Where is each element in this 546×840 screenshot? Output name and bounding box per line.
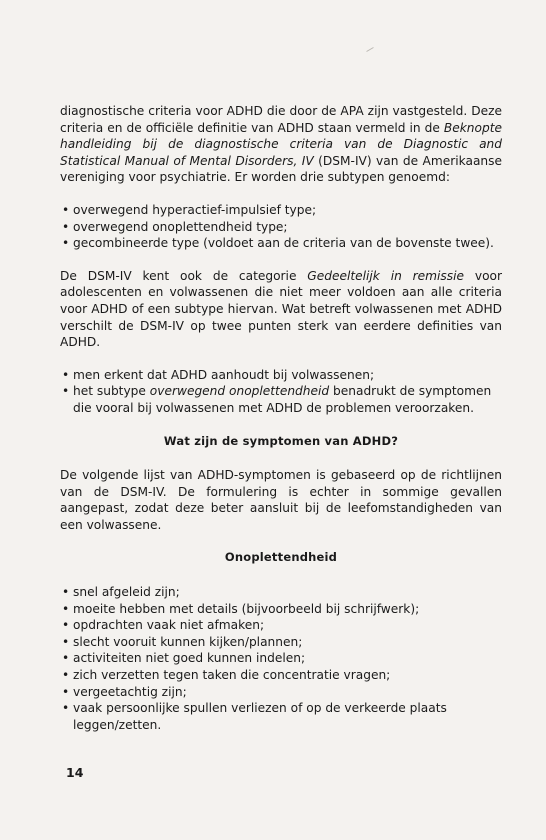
point-text: het subtype — [73, 384, 150, 399]
intro-text: diagnostische criteria voor ADHD die door de APA zijn vastgesteld. Deze criteria en de officiële definitie van ADHD staan vermeld in de — [60, 104, 502, 135]
list-item: • slecht vooruit kunnen kijken/plannen; — [60, 634, 502, 651]
list-item: • snel afgeleid zijn; — [60, 584, 502, 601]
dsm-text: De DSM-IV kent ook de categorie — [60, 268, 308, 283]
section-heading-inattention: Onoplettendheid — [224, 550, 338, 565]
list-item: • zich verzetten tegen taken die concentratie vragen; — [60, 667, 502, 684]
inattention-list — [60, 584, 502, 733]
paper-speck — [366, 47, 373, 52]
list-item: • opdrachten vaak niet afmaken; — [60, 617, 502, 634]
list-item: • moeite hebben met details (bijvoorbeeld bij schrijfwerk); — [60, 601, 502, 618]
list-item — [60, 383, 502, 416]
list-item: • overwegend onoplettendheid type; — [60, 219, 502, 236]
list-item: • vaak persoonlijke spullen verliezen of op de verkeerde plaats leggen/zetten. — [60, 700, 502, 733]
dsm-category: Gedeeltelijk in remissie — [307, 268, 465, 283]
intro-book-title: Beknopte handleiding bij de diagnostische criteria van de Diagnostic and Statistical Manual of Mental Disorders, IV — [60, 120, 502, 168]
dsm-text-end: voor adolescenten en volwassenen die niet meer voldoen aan alle criteria voor ADHD of een subtype hiervan. Wat betreft volwassenen met ADHD verschilt de DSM-IV op twee punten sterk van eerdere definities van ADHD. — [60, 268, 502, 350]
point-text-end: benadrukt de symptomen die vooral bij volwassenen met ADHD de problemen veroorzaken. — [73, 384, 492, 415]
intro-paragraph — [60, 103, 502, 186]
intro-text-end: (DSM-IV) van de Amerikaanse vereniging voor psychiatrie. Er worden drie subtypen genoemd: — [60, 153, 502, 185]
list-item: • men erkent dat ADHD aanhoudt bij volwassenen; — [60, 367, 502, 384]
list-item: • activiteiten niet goed kunnen indelen; — [60, 650, 502, 667]
symptoms-intro-paragraph: De volgende lijst van ADHD-symptomen is gebaseerd op de richtlijnen van de DSM-IV. De formulering is echter in sommige gevallen aangepast, zodat deze beter aansluit bij de leefomstandigheden van een volwassene. — [60, 468, 502, 532]
list-item: • overwegend hyperactief-impulsief type; — [60, 202, 502, 219]
point-subtype: overwegend onoplettendheid — [149, 384, 330, 399]
book-page — [60, 103, 502, 749]
section-heading-symptoms: Wat zijn de symptomen van ADHD? — [163, 433, 399, 448]
difference-list — [60, 367, 502, 417]
dsm-paragraph — [60, 268, 502, 351]
list-item: • vergeetachtig zijn; — [60, 684, 502, 701]
list-item: • gecombineerde type (voldoet aan de criteria van de bovenste twee). — [60, 235, 502, 252]
subtype-list — [60, 202, 502, 252]
page-number: 14 — [66, 765, 84, 780]
